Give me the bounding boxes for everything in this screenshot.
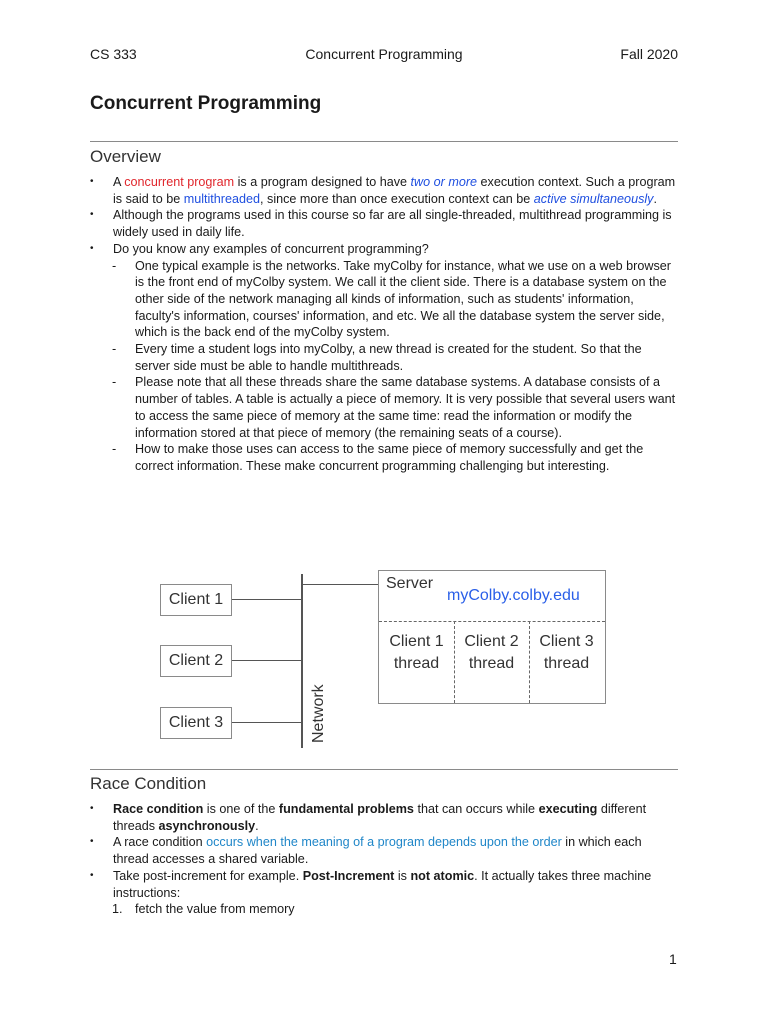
list-item: • Take post-increment for example. Post-Increment is not atomic. It actually takes three machine instructions: 1. fetch the value from memory	[90, 868, 678, 918]
race-list	[90, 801, 678, 918]
section-heading-race-condition: Race Condition	[90, 774, 207, 793]
list-item: • A race condition occurs when the meaning of a program depends upon the order in which each thread accesses a shared variable.	[90, 834, 678, 867]
highlight-definition: occurs when the meaning of a program depends upon the order	[206, 835, 562, 850]
list-item: • Race condition is one of the fundamental problems that can occurs while executing different threads asynchronously.	[90, 801, 678, 834]
overview-list	[90, 174, 678, 475]
divider	[90, 141, 678, 142]
client-3-box: Client 3	[160, 707, 232, 739]
server-url: myColby.colby.edu	[447, 587, 580, 604]
term: Fall 2020	[620, 46, 678, 62]
course-code: CS 333	[90, 46, 137, 62]
client-server-diagram	[150, 560, 620, 760]
connector	[232, 599, 301, 600]
section-heading-overview: Overview	[90, 147, 161, 166]
divider	[90, 769, 678, 770]
sub-list-item: - One typical example is the networks. Take myColby for instance, what we use on a web browser is the front end of myColby system. We call it the client side. There is a database system on the other side of the network managing all kinds of information, such as students' information, faculty's information, courses' information, and etc. We all the database system the server side, which is the back end of the myColby system.	[90, 258, 678, 342]
thread-cell: Client 2 thread	[464, 633, 519, 672]
divider	[379, 621, 605, 622]
page-number: 1	[669, 951, 677, 967]
client-1-box: Client 1	[160, 584, 232, 616]
steps-list	[90, 901, 678, 918]
sub-list	[90, 258, 678, 475]
term-concurrent-program: concurrent program	[124, 175, 235, 189]
sub-list-item: - Please note that all these threads share the same database systems. A database consists of a number of tables. A table is actually a piece of memory. It is very possible that several users want to access the same piece of memory at the same time: read the information or modify the information stored at that piece of memory (the remaining seats of a course).	[90, 374, 678, 441]
list-item: • A concurrent program is a program designed to have two or more execution context. Such a program is said to be multithreaded, since more than once execution context can be active simultaneously.	[90, 174, 678, 207]
network-label: Network	[310, 684, 327, 743]
connector	[302, 584, 378, 585]
page-header	[90, 46, 678, 64]
server-box	[378, 570, 606, 704]
connector	[232, 722, 301, 723]
sub-list-item: - How to make those uses can access to the same piece of memory successfully and get the correct information. These make concurrent programming challenging but interesting.	[90, 441, 678, 474]
network-bus	[301, 574, 303, 748]
thread-cell: Client 3 thread	[539, 633, 594, 672]
page-title: Concurrent Programming	[90, 93, 322, 114]
client-2-box: Client 2	[160, 645, 232, 677]
server-label: Server	[386, 575, 434, 592]
thread-cell: Client 1 thread	[389, 633, 444, 672]
connector	[232, 660, 301, 661]
list-item: • Do you know any examples of concurrent programming? - One typical example is the networks. Take myColby for instance, what we use on a web browser is the front end of myColby system. We call it the client side. There is a database system on the other side of the network managing all kinds of information, such as students' information, faculty's information, courses' information, and etc. We all the database system the server side, which is the back end of the myColby system. - Every time a student logs into myColby, a new thread is created for the student. So that the server side must be able to handle multithreads. - Please note that all these threads share the same database systems. A database consists of a number of tables. A table is actually a piece of memory. It is very possible that several users want to access the same piece of memory at the same time: read the information or modify the information stored at that piece of memory (the remaining seats of a course). - How to make those uses can access to the same piece of memory successfully and get the correct information. These make concurrent programming challenging but interesting.	[90, 241, 678, 475]
sub-list-item: - Every time a student logs into myColby, a new thread is created for the student. So that the server side must be able to handle multithreads.	[90, 341, 678, 374]
step-item: 1. fetch the value from memory	[112, 902, 295, 917]
list-item: • Although the programs used in this course so far are all single-threaded, multithread programming is widely used in daily life.	[90, 207, 678, 240]
header-title: Concurrent Programming	[305, 46, 463, 62]
term-multithreaded: multithreaded	[183, 191, 261, 206]
